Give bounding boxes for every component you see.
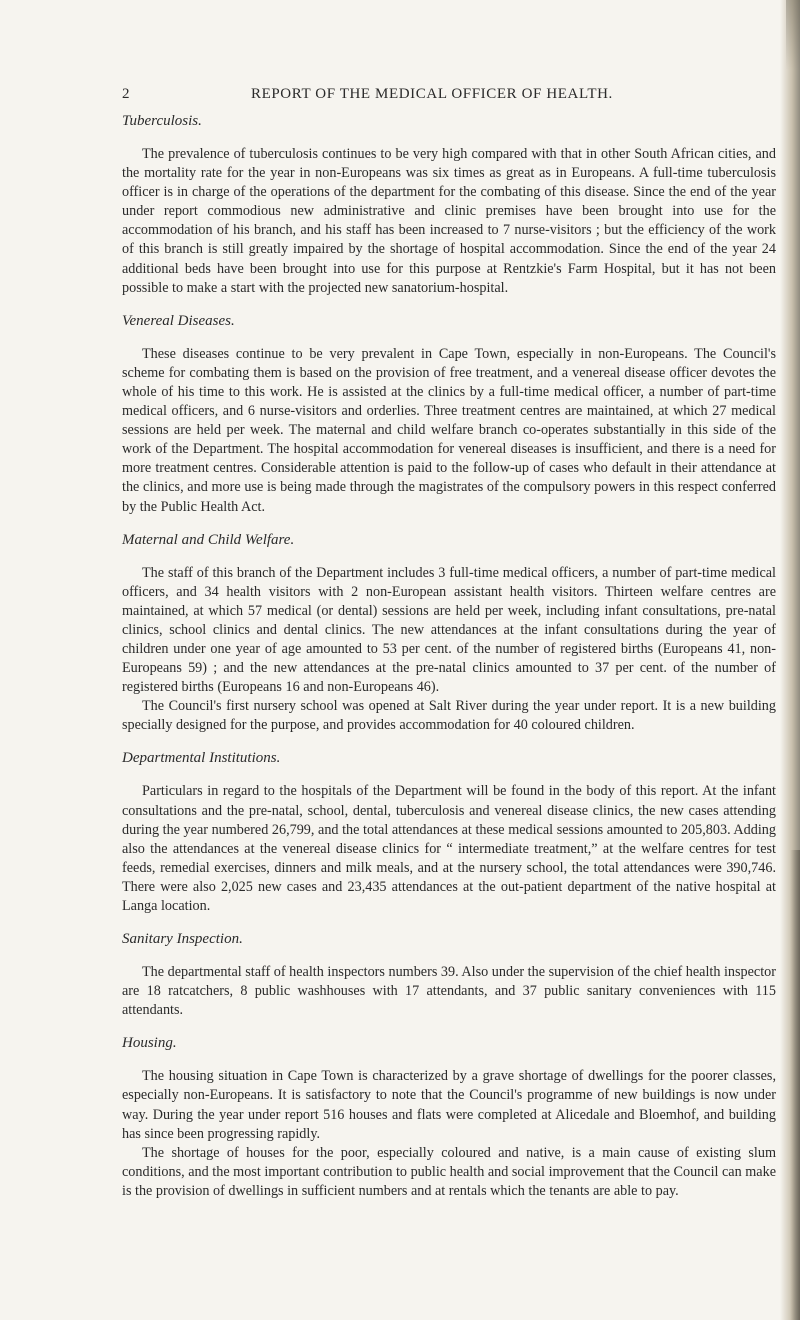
document-body xyxy=(122,113,776,1216)
paragraph: The shortage of houses for the poor, especially coloured and native, is a main cause of existing slum conditions, and the most important contribution to public health and social improvement that the Council can make is the provision of dwellings in sufficient numbers and at rentals which the tenants are able to pay. xyxy=(122,1144,776,1199)
section-title: Sanitary Inspection. xyxy=(122,931,243,948)
section-title: Venereal Diseases. xyxy=(122,312,235,329)
section-title: Tuberculosis. xyxy=(122,113,202,129)
paragraph: The Council's first nursery school was opened at Salt River during the year under report. It is a new building specially designed for the purpose, and provides accommodation for 40 coloured children. xyxy=(122,698,776,734)
page-header xyxy=(0,86,800,110)
section-housing xyxy=(122,1035,776,1201)
section-departmental-institutions xyxy=(122,750,776,916)
paragraph: The staff of this branch of the Department includes 3 full-time medical officers, a number of part-time medical officers, and 34 health visitors with 2 non-European assistant health visitors. Thirteen welfare centres are maintained, at which 57 medical (or dental) sessions are held per week, including infant consultations, pre-natal clinics, school clinics and dental clinics. The new attendances at the infant consultations during the year of children under one year of age amounted to 53 per cent. of the number of registered births (Europeans 41, non-Europeans 59) ; and the new attendances at the pre-natal clinics amounted to 37 per cent. of the number of registered births (Europeans 16 and non-Europeans 46). xyxy=(122,564,776,696)
paragraph: The housing situation in Cape Town is characterized by a grave shortage of dwellings for the poorer classes, especially non-Europeans. It is satisfactory to note that the Council's programme of new buildings is now under way. During the year under report 516 houses and flats were completed at Alicedale and Bloemhof, and building has since been progressing rapidly. xyxy=(122,1068,776,1142)
section-title: Housing. xyxy=(122,1035,177,1052)
section-title: Departmental Institutions. xyxy=(122,750,281,767)
section-tuberculosis xyxy=(122,113,776,298)
scan-corner-shadow xyxy=(786,0,800,70)
section-sanitary-inspection xyxy=(122,931,776,1020)
running-head: REPORT OF THE MEDICAL OFFICER OF HEALTH. xyxy=(251,86,613,102)
paragraph: Particulars in regard to the hospitals of the Department will be found in the body of this report. At the infant consultations and the pre-natal, school, dental, tuberculosis and venereal disease clinics, the new cases attending during the year numbered 26,799, and the total attendances at these medical sessions amounted to 205,803. Adding also the attendances at the venereal disease clinics for “ intermediate treatment,” at the welfare centres for test feeds, remedial exercises, dinners and milk meals, and at the nursery school, the total attendances were 390,746. There were also 2,025 new cases and 23,435 attendances at the out-patient department of the native hospital at Langa location. xyxy=(122,783,776,914)
paragraph: These diseases continue to be very prevalent in Cape Town, especially in non-Europeans. The Council's scheme for combating them is based on the provision of free treatment, and a venereal disease officer devotes the whole of his time to this work. He is assisted at the clinics by a full-time medical officer, a number of part-time medical officers, and 6 nurse-visitors and orderlies. Three treatment centres are maintained, at which 27 medical sessions are held per week. The maternal and child welfare branch co-operates substantially in this side of the work of the Department. The hospital accommodation for venereal diseases is insufficient, and there is a need for more treatment centres. Considerable attention is paid to the follow-up of cases who default in their attendance at the clinics, and more use is being made through the magistrates of the compulsory powers in this respect conferred by the Public Health Act. xyxy=(122,345,776,515)
scan-fold-shadow xyxy=(790,850,800,1320)
page-number: 2 xyxy=(122,86,130,102)
paragraph: The prevalence of tuberculosis continues to be very high compared with that in other South African cities, and the mortality rate for the year in non-Europeans was six times as great as in Europeans. A full-time tuberculosis officer is in charge of the operations of the department for the combating of this disease. Since the end of the year under report commodious new administrative and clinic premises have been brought into use for the accommodation of his branch, and his staff has been increased to 7 nurse-visitors ; but the efficiency of the work of this branch is still greatly impaired by the shortage of hospital accommodation. Since the end of the year 24 additional beds have been brought into use for this purpose at Rentzkie's Farm Hospital, but it has not been possible to make a start with the projected new sanatorium-hospital. xyxy=(122,146,776,296)
section-title: Maternal and Child Welfare. xyxy=(122,531,295,548)
section-venereal-diseases xyxy=(122,313,776,517)
paragraph: The departmental staff of health inspectors numbers 39. Also under the supervision of the chief health inspector are 18 ratcatchers, 8 public washhouses with 17 attendants, and 37 public sanitary conveniences with 115 attendants. xyxy=(122,964,776,1019)
section-maternal-child-welfare xyxy=(122,532,776,736)
